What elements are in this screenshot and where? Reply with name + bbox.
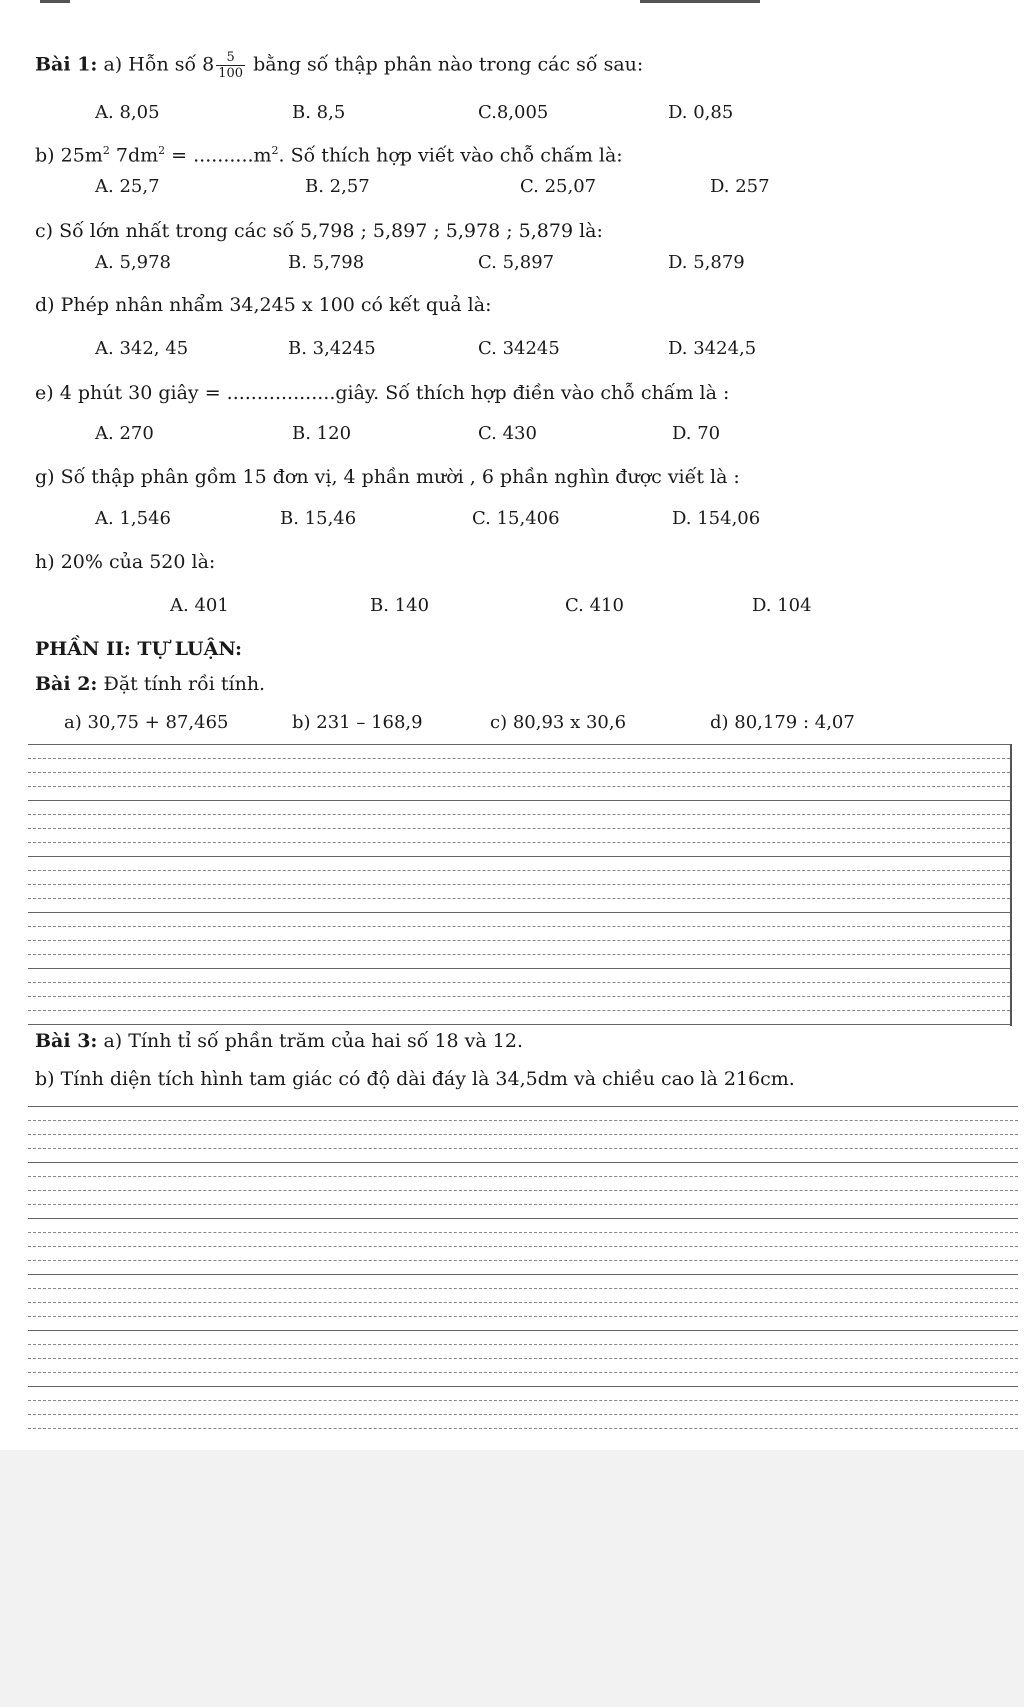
- option-b[interactable]: B. 5,798: [288, 252, 365, 273]
- option-a[interactable]: A. 8,05: [95, 102, 160, 123]
- option-a[interactable]: A. 270: [95, 423, 154, 444]
- option-c[interactable]: C. 5,897: [478, 252, 555, 273]
- answer-grid-q2[interactable]: [28, 744, 1012, 1026]
- option-a[interactable]: A. 342, 45: [95, 338, 189, 359]
- option-c[interactable]: C. 430: [478, 423, 537, 444]
- page-background-bottom: [0, 1450, 1024, 1707]
- q3b-question: b) Tính diện tích hình tam giác có độ dài đáy là 34,5dm và chiều cao là 216cm.: [35, 1068, 795, 1090]
- option-b[interactable]: B. 3,4245: [288, 338, 376, 359]
- top-edge-mark: [640, 0, 760, 3]
- q2-item-b: b) 231 – 168,9: [292, 712, 423, 733]
- option-a[interactable]: A. 5,978: [95, 252, 171, 273]
- q1-title: Bài 1:: [35, 53, 98, 76]
- option-a[interactable]: A. 1,546: [95, 508, 171, 529]
- option-d[interactable]: D. 0,85: [668, 102, 734, 123]
- option-c[interactable]: C. 15,406: [472, 508, 560, 529]
- option-c[interactable]: C.8,005: [478, 102, 549, 123]
- option-c[interactable]: C. 34245: [478, 338, 560, 359]
- option-b[interactable]: B. 2,57: [305, 176, 370, 197]
- q1d-question: d) Phép nhân nhẩm 34,245 x 100 có kết quả là:: [35, 294, 492, 316]
- mixed-fraction: $\frac{5}{100}$: [218, 50, 244, 81]
- q1c-question: c) Số lớn nhất trong các số 5,798 ; 5,897 ; 5,978 ; 5,879 là:: [35, 220, 603, 242]
- q1g-question: g) Số thập phân gồm 15 đơn vị, 4 phần mười , 6 phần nghìn được viết là :: [35, 466, 740, 488]
- q2-item-c: c) 80,93 x 30,6: [490, 712, 627, 733]
- q2-item-a: a) 30,75 + 87,465: [64, 712, 229, 733]
- q1a-question: Bài 1: a) Hỗn số 8 $\frac{5}{100}$ bằng số thập phân nào trong các số sau:: [35, 50, 644, 81]
- q2-question: Bài 2: Đặt tính rồi tính.: [35, 673, 266, 695]
- option-c[interactable]: C. 25,07: [520, 176, 597, 197]
- q2-title: Bài 2:: [35, 673, 98, 695]
- option-d[interactable]: D. 70: [672, 423, 721, 444]
- option-c[interactable]: C. 410: [565, 595, 624, 616]
- option-d[interactable]: D. 3424,5: [668, 338, 757, 359]
- option-a[interactable]: A. 401: [170, 595, 229, 616]
- part2-heading: PHẦN II: TỰ LUẬN:: [35, 638, 243, 660]
- q3a-question: Bài 3: a) Tính tỉ số phần trăm của hai số 18 và 12.: [35, 1030, 523, 1052]
- option-b[interactable]: B. 8,5: [292, 102, 346, 123]
- q1h-question: h) 20% của 520 là:: [35, 551, 216, 573]
- option-d[interactable]: D. 104: [752, 595, 812, 616]
- option-d[interactable]: D. 5,879: [668, 252, 745, 273]
- option-d[interactable]: D. 257: [710, 176, 770, 197]
- q3-title: Bài 3:: [35, 1030, 98, 1052]
- option-b[interactable]: B. 140: [370, 595, 430, 616]
- option-a[interactable]: A. 25,7: [95, 176, 160, 197]
- option-b[interactable]: B. 120: [292, 423, 352, 444]
- option-b[interactable]: B. 15,46: [280, 508, 357, 529]
- top-edge-mark: [40, 0, 70, 3]
- option-d[interactable]: D. 154,06: [672, 508, 761, 529]
- q1e-question: e) 4 phút 30 giây = ..................giây. Số thích hợp điền vào chỗ chấm là :: [35, 382, 730, 404]
- answer-grid-q3[interactable]: [28, 1106, 1018, 1434]
- q2-item-d: d) 80,179 : 4,07: [710, 712, 855, 733]
- q1b-question: b) $25m^2$ $7dm^2 = ..........m^2$. Số thích hợp viết vào chỗ chấm là:: [35, 144, 623, 167]
